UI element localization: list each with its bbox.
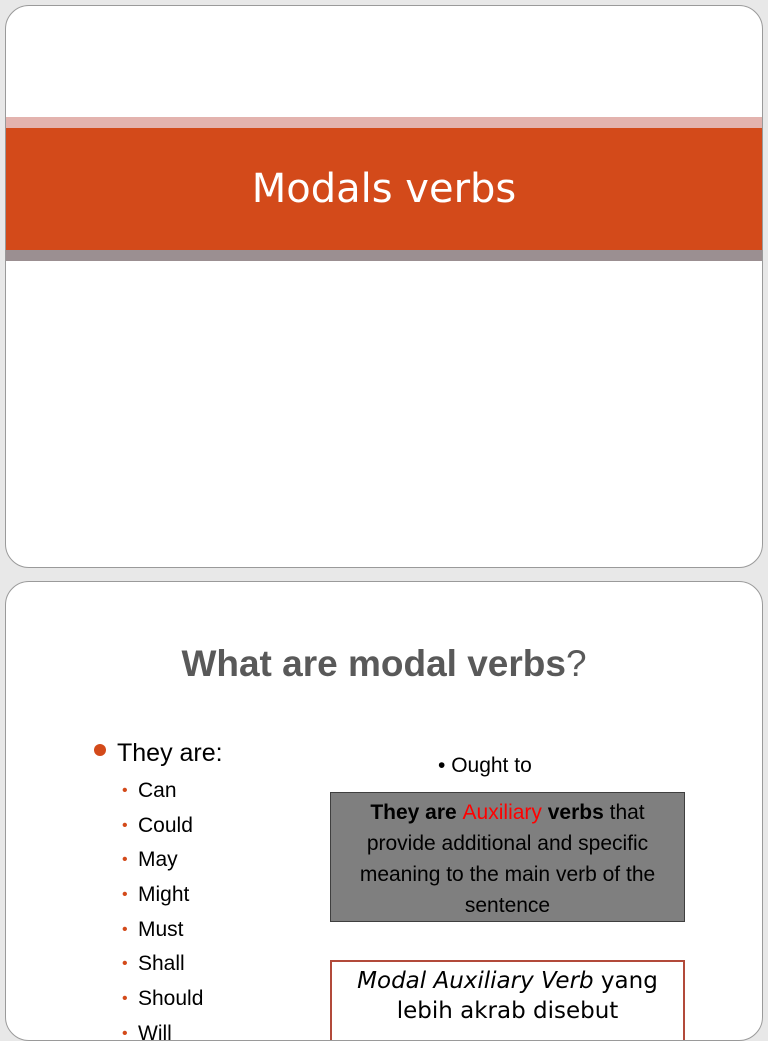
list-item-label: Might (138, 883, 190, 907)
list-item-label: May (138, 848, 178, 872)
heading-question-mark: ? (565, 643, 587, 684)
slide-title: Modals verbs (251, 166, 517, 212)
list-item (120, 843, 203, 878)
list-item (120, 982, 203, 1017)
bullet-icon: • (122, 955, 128, 973)
extra-item-label: Ought to (451, 754, 532, 777)
definition-box (330, 792, 685, 922)
bullet-icon: • (122, 886, 128, 904)
list-item-label: Will (138, 1021, 172, 1041)
bullet-icon: • (438, 754, 452, 777)
title-slide (5, 5, 763, 568)
modal-verb-list (120, 774, 203, 1041)
definition-highlight: Auxiliary (462, 801, 542, 824)
bullet-icon: • (122, 816, 128, 834)
list-item (120, 809, 203, 844)
note-italic: Modal Auxiliary Verb (357, 968, 594, 994)
bullet-icon: • (122, 1024, 128, 1041)
title-band-bottom (6, 250, 762, 261)
main-bullet-text: They are: (117, 739, 223, 767)
note-box (330, 960, 685, 1041)
bullet-dot-icon (94, 744, 106, 756)
list-item-label: Shall (138, 952, 185, 976)
slide-heading (6, 642, 762, 686)
list-item-label: Must (138, 917, 184, 941)
definition-verbs: verbs (541, 801, 604, 824)
bullet-icon: • (122, 920, 128, 938)
list-item-label: Can (138, 779, 177, 802)
list-item (120, 878, 203, 913)
list-item (120, 774, 203, 809)
bullet-icon: • (122, 782, 128, 799)
list-item-label: Should (138, 987, 204, 1011)
bullet-icon: • (122, 990, 128, 1008)
list-item (120, 1017, 203, 1041)
extra-item (438, 753, 532, 779)
bullet-icon: • (122, 851, 128, 869)
heading-bold-text: What are modal verbs (181, 643, 566, 684)
definition-lead: They are (370, 801, 463, 824)
list-item (120, 947, 203, 982)
note-rest: yang lebih akrab disebut (396, 968, 658, 1024)
list-item (120, 913, 203, 948)
title-band-top (6, 117, 762, 128)
content-slide (5, 581, 763, 1041)
list-item-label: Could (138, 813, 193, 837)
definition-rest: that provide additional and specific meaning to the main verb of the sentence (359, 801, 656, 917)
